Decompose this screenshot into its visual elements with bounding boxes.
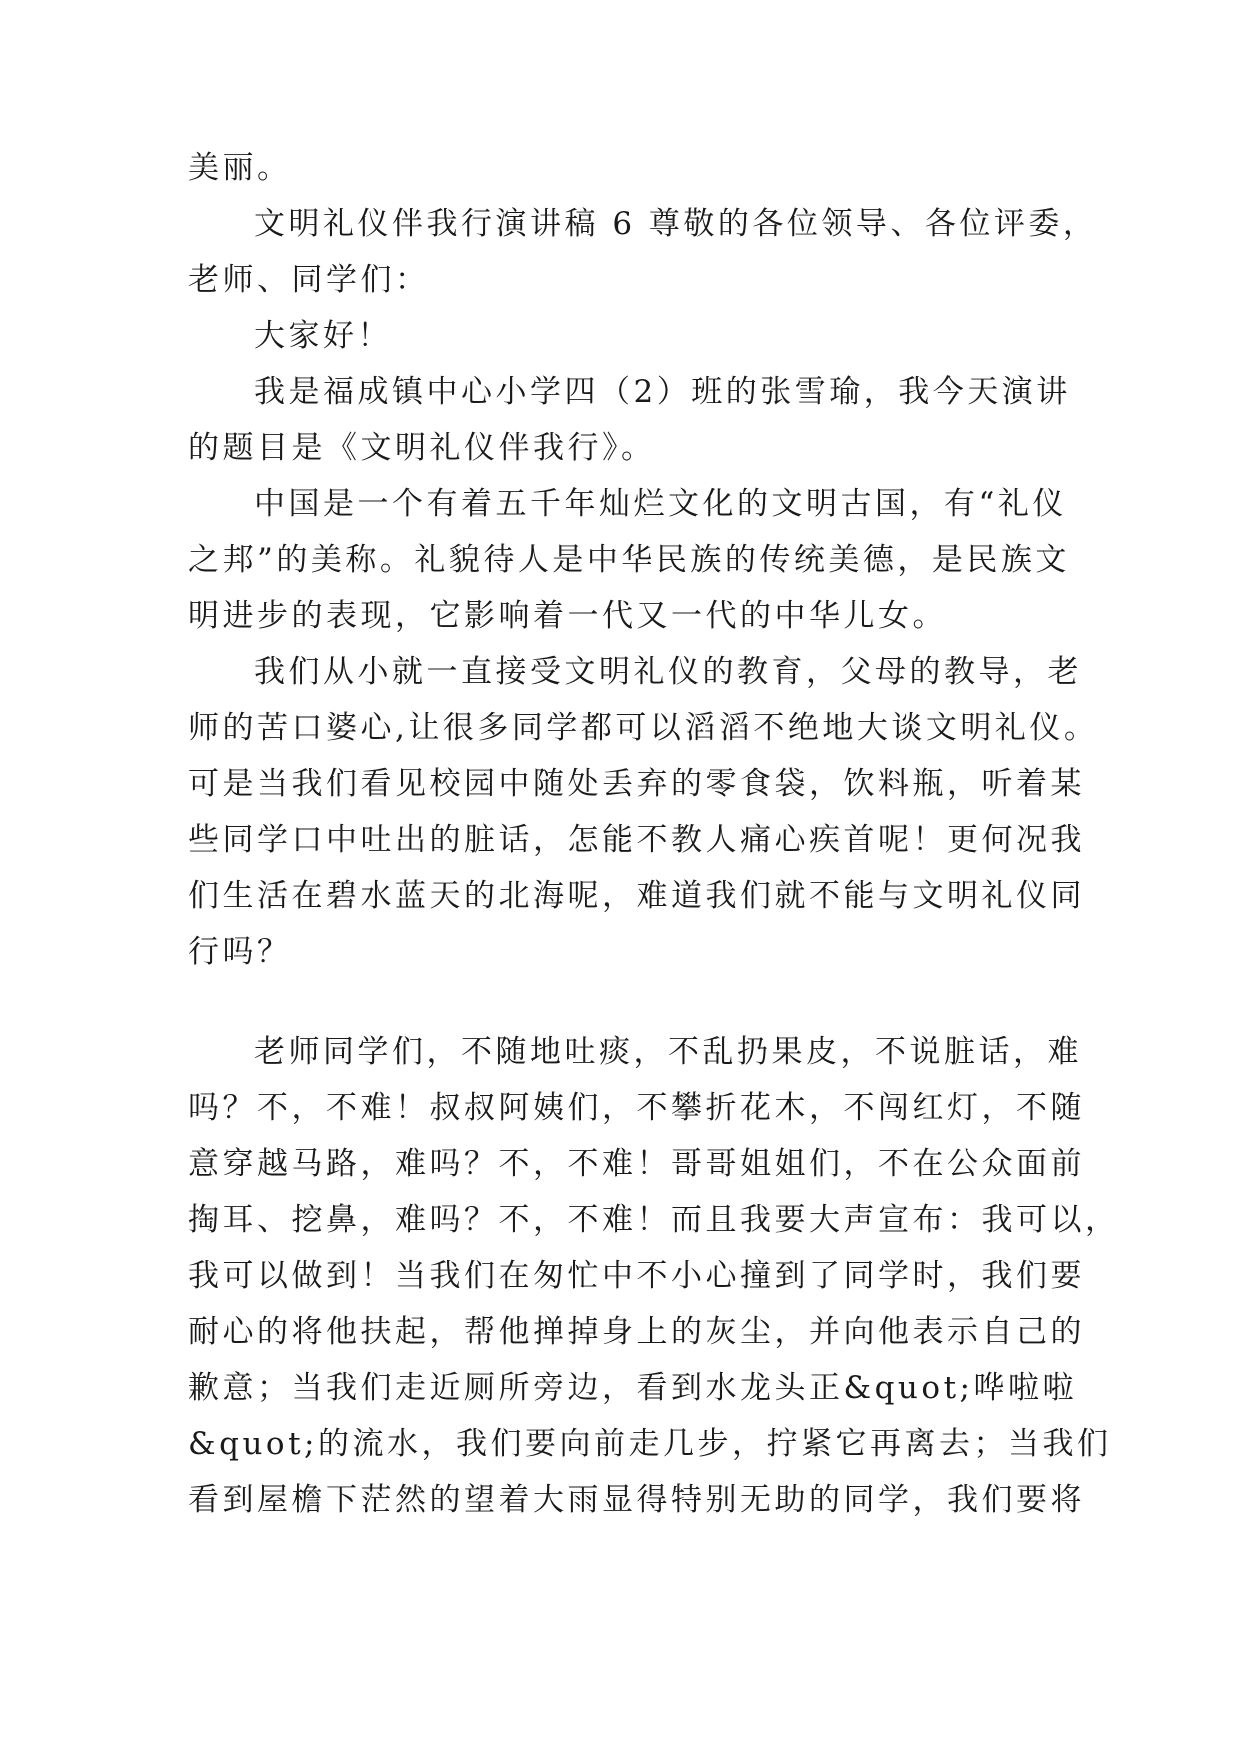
text-line: 行吗？ [188, 934, 292, 970]
text-line: 明进步的表现，它影响着一代又一代的中华儿女。 [188, 598, 947, 634]
text-line: 的题目是《文明礼仪伴我行》。 [188, 430, 656, 466]
text-line: 之邦”的美称。礼貌待人是中华民族的传统美德，是民族文 [188, 542, 1070, 578]
paragraph-first-line: 我是福成镇中心小学四（2）班的张雪瑜，我今天演讲 [254, 374, 1071, 410]
text-line: 歉意；当我们走近厕所旁边，看到水龙头正&quot;哗啦啦 [188, 1370, 1077, 1406]
text-line: 看到屋檐下茫然的望着大雨显得特别无助的同学，我们要将 [188, 1482, 1085, 1518]
text-line: 我可以做到！当我们在匆忙中不小心撞到了同学时，我们要 [188, 1258, 1085, 1294]
text-line: 可是当我们看见校园中随处丢弃的零食袋，饮料瓶，听着某 [188, 766, 1085, 802]
text-line: 吗？不，不难！叔叔阿姨们，不攀折花木，不闯红灯，不随 [188, 1090, 1085, 1126]
paragraph-first-line: 我们从小就一直接受文明礼仪的教育，父母的教导，老 [254, 654, 1082, 690]
text-line: 老师、同学们： [188, 262, 430, 298]
paragraph-first-line: 大家好！ [254, 318, 392, 354]
text-line: 些同学口中吐出的脏话，怎能不教人痛心疾首呢！更何况我 [188, 822, 1085, 858]
text-line: 耐心的将他扶起，帮他掸掉身上的灰尘，并向他表示自己的 [188, 1314, 1085, 1350]
paragraph-first-line: 中国是一个有着五千年灿烂文化的文明古国，有“礼仪 [254, 486, 1067, 522]
text-line: 意穿越马路，难吗？不，不难！哥哥姐姐们，不在公众面前 [188, 1146, 1085, 1182]
paragraph-first-line: 老师同学们，不随地吐痰，不乱扔果皮，不说脏话，难 [254, 1034, 1082, 1070]
text-line: 掏耳、挖鼻，难吗？不，不难！而且我要大声宣布：我可以， [188, 1202, 1120, 1238]
text-line: 们生活在碧水蓝天的北海呢，难道我们就不能与文明礼仪同 [188, 878, 1085, 914]
text-line: &quot;的流水，我们要向前走几步，拧紧它再离去；当我们 [188, 1426, 1112, 1462]
text-line: 美丽。 [188, 150, 292, 186]
paragraph-first-line: 文明礼仪伴我行演讲稿 6 尊敬的各位领导、各位评委， [254, 206, 1098, 242]
text-line: 师的苦口婆心,让很多同学都可以滔滔不绝地大谈文明礼仪。 [188, 710, 1099, 746]
